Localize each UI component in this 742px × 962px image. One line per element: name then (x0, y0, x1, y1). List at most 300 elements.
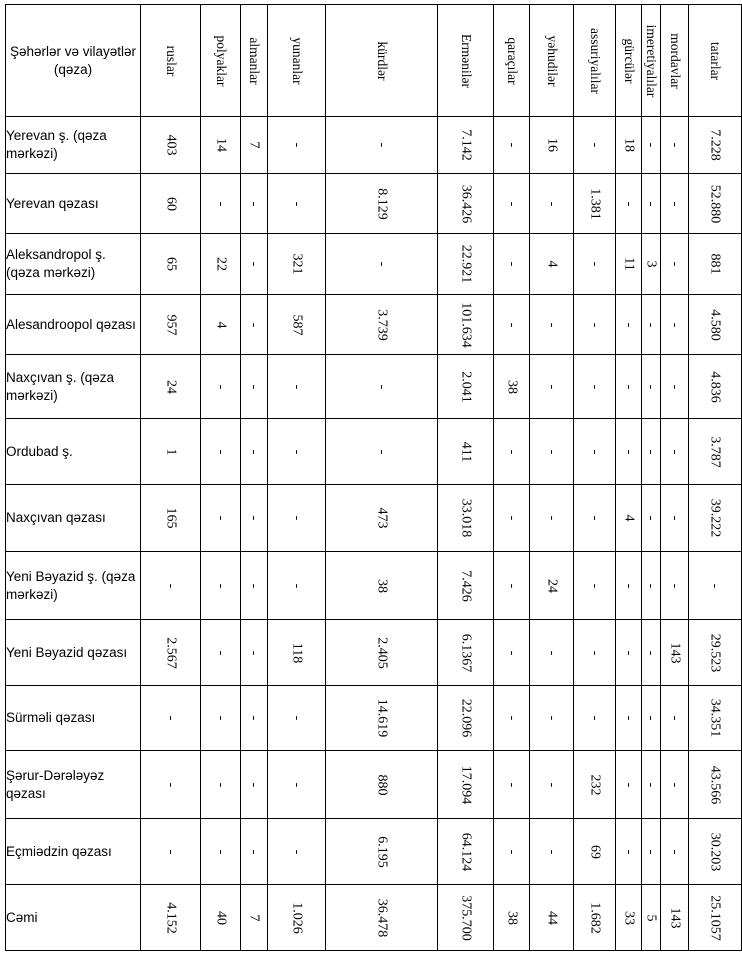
cell-value: - (643, 384, 659, 389)
table-cell (642, 117, 661, 174)
cell-value: - (544, 782, 559, 787)
cell-value: 7.228 (707, 129, 723, 161)
cell-value: 36.426 (458, 184, 473, 223)
table-cell (201, 751, 241, 819)
table-row (6, 885, 742, 951)
table-cell (642, 174, 661, 234)
table-cell (661, 295, 689, 355)
table-cell (268, 819, 326, 885)
cell-value: - (643, 322, 659, 327)
cell-value: 957 (163, 314, 178, 335)
table-cell (574, 885, 616, 951)
cell-value: 1 (163, 448, 178, 455)
cell-value: 44 (544, 910, 559, 925)
cell-value: 11 (621, 257, 636, 271)
cell-value: - (667, 715, 682, 721)
table-cell (494, 117, 530, 174)
cell-value: - (504, 201, 519, 206)
cell-value: - (667, 515, 682, 521)
table-row (6, 117, 742, 174)
cell-value: 7.142 (458, 129, 473, 161)
cell-value: - (621, 650, 636, 655)
cell-value: - (374, 261, 389, 267)
table-cell (141, 234, 201, 295)
table-cell (574, 686, 616, 751)
cell-value: 5 (643, 914, 659, 921)
cell-value: - (504, 583, 519, 588)
cell-value: 25.1057 (707, 894, 723, 941)
table-cell (326, 552, 438, 620)
table-cell (438, 552, 494, 620)
cell-value: 22.096 (458, 698, 473, 738)
column-header (268, 5, 326, 117)
table-cell (642, 419, 661, 485)
cell-value: - (667, 142, 682, 148)
cell-value: - (587, 322, 602, 327)
cell-value: - (289, 449, 304, 454)
table-cell (438, 117, 494, 174)
cell-value: 2.405 (374, 636, 389, 669)
table-cell (326, 485, 438, 552)
table-cell (574, 355, 616, 419)
table-cell (574, 419, 616, 485)
cell-value: 43.566 (707, 765, 723, 804)
cell-value: - (621, 384, 636, 389)
cell-value: 36.478 (374, 898, 389, 937)
cell-value: - (163, 849, 178, 854)
table-cell (438, 174, 494, 234)
table-cell (661, 751, 689, 819)
table-cell (689, 117, 742, 174)
cell-value: 3.739 (374, 308, 389, 341)
column-header (642, 5, 661, 117)
table-cell (689, 485, 742, 552)
table-cell (689, 295, 742, 355)
table-cell (689, 751, 742, 819)
cell-value: - (667, 583, 682, 588)
table-cell (530, 552, 574, 620)
cell-value: - (667, 449, 682, 454)
cell-value: 30.203 (707, 832, 723, 871)
cell-value: - (667, 849, 682, 854)
table-row (6, 819, 742, 885)
table-cell (268, 552, 326, 620)
cell-value: - (643, 650, 659, 655)
cell-value: - (289, 583, 304, 588)
column-header-label: kürdlər (374, 41, 390, 80)
cell-value: - (643, 849, 659, 854)
cell-value: 1.026 (289, 901, 304, 934)
cell-value: 7.426 (458, 569, 473, 602)
cell-value: - (246, 650, 262, 655)
cell-value: - (587, 583, 602, 588)
table-cell (661, 885, 689, 951)
cell-value: - (213, 849, 228, 854)
table-cell (661, 819, 689, 885)
table-row (6, 620, 742, 686)
cell-value: - (621, 322, 636, 327)
table-cell (530, 117, 574, 174)
column-header (574, 5, 616, 117)
header-row (6, 5, 742, 117)
cell-value: 38 (504, 379, 519, 394)
table-cell (574, 117, 616, 174)
table-cell (530, 620, 574, 686)
cell-value: - (246, 384, 262, 389)
table-cell (616, 885, 642, 951)
row-label: Naxçıvan qəzası (6, 485, 141, 552)
cell-value: - (544, 322, 559, 327)
table-cell (438, 751, 494, 819)
table-cell (268, 419, 326, 485)
cell-value: 24 (544, 578, 559, 593)
column-header (494, 5, 530, 117)
table-cell (530, 686, 574, 751)
cell-value: - (246, 201, 262, 206)
cell-value: 8.129 (374, 187, 389, 220)
column-header-label: yəhudilər (544, 35, 560, 86)
cell-value: - (621, 449, 636, 454)
column-header-label: yunanlar (289, 36, 305, 85)
table-cell (642, 819, 661, 885)
cell-value: 14 (213, 138, 228, 152)
cell-value: 1.381 (587, 187, 602, 220)
table-cell (438, 295, 494, 355)
cell-value: - (621, 849, 636, 854)
cell-value: - (213, 715, 228, 721)
cell-value: - (544, 515, 559, 521)
cell-value: - (289, 384, 304, 389)
row-label: Yeni Bəyazid ş. (qəza mərkəzi) (6, 552, 141, 620)
row-label: Yerevan qəzası (6, 174, 141, 234)
table-cell (268, 117, 326, 174)
cell-value: - (213, 384, 228, 389)
table-cell (661, 174, 689, 234)
table-cell (201, 620, 241, 686)
table-cell (141, 819, 201, 885)
cell-value: - (544, 849, 559, 854)
cell-value: - (504, 515, 519, 521)
table-cell (494, 295, 530, 355)
cell-value: - (504, 715, 519, 721)
cell-value: 4.152 (163, 901, 178, 934)
cell-value: 101.634 (458, 301, 473, 348)
table-cell (141, 885, 201, 951)
table-cell (689, 620, 742, 686)
table-cell (642, 885, 661, 951)
cell-value: - (163, 782, 178, 787)
table-cell (438, 620, 494, 686)
cell-value: - (504, 322, 519, 327)
cell-value: - (213, 650, 228, 655)
cell-value: 69 (587, 844, 602, 859)
column-header (141, 5, 201, 117)
table-cell (574, 620, 616, 686)
cell-value: - (587, 384, 602, 389)
cell-value: - (587, 715, 602, 721)
cell-value: 1.682 (587, 901, 602, 934)
table-cell (530, 485, 574, 552)
cell-value: - (621, 715, 636, 721)
cell-value: - (163, 583, 178, 588)
cell-value: - (213, 515, 228, 521)
table-cell (616, 295, 642, 355)
table-cell (201, 552, 241, 620)
cell-value: - (163, 715, 178, 721)
cell-value: - (289, 142, 304, 148)
cell-value: - (504, 261, 519, 267)
column-header-label: gürcülər (621, 38, 637, 83)
cell-value: 18 (621, 138, 636, 152)
table-cell (326, 295, 438, 355)
table-cell (616, 355, 642, 419)
cell-value: 587 (289, 314, 304, 335)
table-cell (268, 686, 326, 751)
table-cell (661, 117, 689, 174)
cell-value: 2.567 (163, 636, 178, 669)
cell-value: 22 (213, 257, 228, 271)
cell-value: - (667, 201, 682, 206)
table-cell (689, 174, 742, 234)
column-header-label: qaraçılar (504, 36, 520, 85)
table-row (6, 485, 742, 552)
table-cell (616, 552, 642, 620)
cell-value: - (544, 449, 559, 454)
table-cell (689, 552, 742, 620)
table-cell (642, 234, 661, 295)
cell-value: 3.787 (707, 435, 723, 468)
table-row (6, 686, 742, 751)
table-cell (616, 819, 642, 885)
table-cell (141, 552, 201, 620)
table-cell (201, 686, 241, 751)
cell-value: - (667, 261, 682, 267)
table-cell (438, 419, 494, 485)
table-cell (141, 620, 201, 686)
table-cell (530, 234, 574, 295)
cell-value: - (504, 142, 519, 148)
table-cell (141, 751, 201, 819)
table-cell (326, 355, 438, 419)
table-cell (530, 355, 574, 419)
table-cell (642, 552, 661, 620)
table-cell (574, 751, 616, 819)
cell-value: - (587, 650, 602, 655)
table-row (6, 295, 742, 355)
cell-value: 3 (643, 260, 659, 268)
table-cell (689, 419, 742, 485)
cell-value: - (374, 384, 389, 389)
cell-value: 403 (163, 134, 178, 156)
table-cell (642, 295, 661, 355)
cell-value: 6.195 (374, 835, 389, 868)
table-cell (689, 234, 742, 295)
cell-value: 52.880 (707, 184, 723, 223)
table-cell (530, 419, 574, 485)
table-cell (661, 485, 689, 552)
column-header-label: ruslar (163, 45, 179, 76)
table-row (6, 174, 742, 234)
table-cell (201, 885, 241, 951)
cell-value: - (246, 449, 262, 454)
table-cell (494, 686, 530, 751)
table-cell (268, 174, 326, 234)
cell-value: - (504, 782, 519, 787)
column-header (438, 5, 494, 117)
table-cell (326, 620, 438, 686)
table-cell (642, 485, 661, 552)
cell-value: 40 (213, 910, 228, 925)
table-cell (616, 234, 642, 295)
cell-value: 321 (289, 253, 304, 275)
cell-value: 143 (667, 907, 682, 928)
table-cell (326, 419, 438, 485)
table-cell (201, 819, 241, 885)
table-row (6, 751, 742, 819)
table-cell (141, 686, 201, 751)
column-header-label: mordavlar (667, 32, 683, 89)
cell-value: - (643, 782, 659, 787)
table-cell (326, 885, 438, 951)
table-cell (326, 751, 438, 819)
cell-value: - (246, 782, 262, 787)
cell-value: 38 (374, 578, 389, 593)
table-cell (616, 485, 642, 552)
table-cell (494, 552, 530, 620)
cell-value: - (544, 715, 559, 721)
table-cell (494, 819, 530, 885)
table-cell (241, 819, 268, 885)
table-cell (689, 885, 742, 951)
table-cell (326, 174, 438, 234)
cell-value: - (213, 583, 228, 588)
cell-value: - (289, 715, 304, 721)
cell-value: - (213, 782, 228, 787)
table-cell (689, 819, 742, 885)
table-cell (438, 234, 494, 295)
table-cell (530, 174, 574, 234)
cell-value: 4 (621, 514, 636, 522)
cell-value: - (289, 782, 304, 787)
cell-value: 2.041 (458, 370, 473, 403)
table-cell (530, 885, 574, 951)
column-header-label: imeretiyalılar (644, 24, 659, 97)
table-cell (438, 485, 494, 552)
table-cell (494, 485, 530, 552)
table-cell (574, 174, 616, 234)
cell-value: 14.619 (374, 698, 389, 738)
table-cell (494, 174, 530, 234)
table-cell (438, 355, 494, 419)
table-cell (661, 552, 689, 620)
table-cell (494, 234, 530, 295)
table-cell (268, 620, 326, 686)
table-cell (141, 117, 201, 174)
table-cell (326, 234, 438, 295)
table-cell (574, 819, 616, 885)
column-header-label: almanlar (247, 36, 262, 85)
cell-value: 64.124 (458, 832, 473, 871)
cell-value: - (246, 515, 262, 521)
table-cell (241, 295, 268, 355)
table-cell (494, 355, 530, 419)
table-cell (201, 355, 241, 419)
cell-value: - (621, 583, 636, 588)
table-cell (241, 686, 268, 751)
cell-value: - (667, 322, 682, 327)
column-header-label: assuriyalılar (587, 27, 603, 94)
population-table (5, 4, 742, 951)
table-cell (574, 485, 616, 552)
table-cell (661, 686, 689, 751)
cell-value: - (667, 782, 682, 787)
table-cell (201, 295, 241, 355)
cell-value: 7 (246, 141, 262, 149)
table-cell (530, 819, 574, 885)
table-cell (141, 355, 201, 419)
table-cell (661, 419, 689, 485)
row-label: Aleksandropol ş. (qəza mərkəzi) (6, 234, 141, 295)
column-header (689, 5, 742, 117)
table-cell (494, 751, 530, 819)
table-cell (661, 620, 689, 686)
column-header (661, 5, 689, 117)
table-cell (616, 686, 642, 751)
cell-value: 17.094 (458, 765, 473, 804)
table-cell (438, 819, 494, 885)
column-header-label: polyaklar (213, 35, 229, 86)
cell-value: - (213, 449, 228, 454)
cell-value: 38 (504, 910, 519, 925)
cell-value: 232 (587, 774, 602, 795)
table-cell (642, 686, 661, 751)
row-label: Ordubad ş. (6, 419, 141, 485)
cell-value: 165 (163, 507, 178, 529)
table-row (6, 234, 742, 295)
table-cell (141, 485, 201, 552)
cell-value: 375.700 (458, 894, 473, 941)
table-cell (574, 234, 616, 295)
cell-value: - (289, 201, 304, 206)
row-label: Yeni Bəyazid qəzası (6, 620, 141, 686)
cell-value: - (643, 201, 659, 206)
table-cell (642, 620, 661, 686)
column-header (530, 5, 574, 117)
cell-value: - (587, 449, 602, 454)
cell-value: - (289, 849, 304, 854)
cell-value: 33 (621, 910, 636, 925)
table-cell (642, 355, 661, 419)
column-header-label: tatarlar (708, 41, 723, 80)
table-cell (141, 174, 201, 234)
cell-value: 16 (544, 138, 559, 152)
table-cell (438, 885, 494, 951)
table-cell (616, 174, 642, 234)
table-cell (616, 419, 642, 485)
table-cell (268, 485, 326, 552)
row-label: Yerevan ş. (qəza mərkəzi) (6, 117, 141, 174)
table-cell (530, 295, 574, 355)
cell-value: - (246, 715, 262, 721)
cell-value: - (504, 849, 519, 854)
table-cell (141, 419, 201, 485)
column-header (616, 5, 642, 117)
cell-value: - (504, 650, 519, 655)
table-cell (241, 485, 268, 552)
cell-value: - (621, 782, 636, 787)
cell-value: - (504, 449, 519, 454)
table-cell (616, 117, 642, 174)
